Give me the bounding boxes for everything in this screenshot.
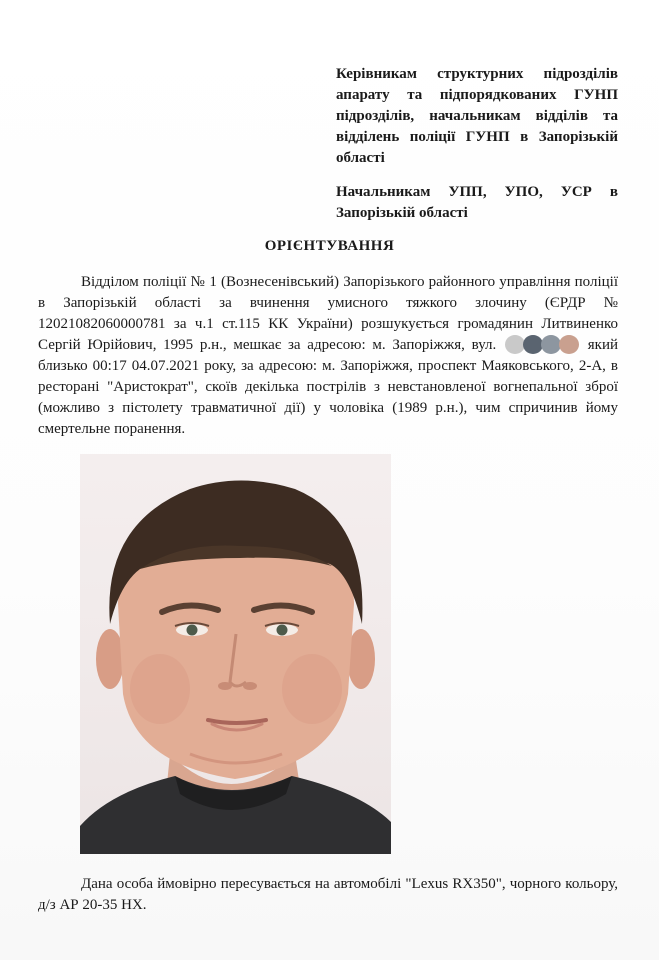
- addressee-block-heads: Керівникам структурних підрозділів апарату та підпорядкованих ГУНП підрозділів, начальникам відділів та відділень поліції ГУНП в Запорізькій області: [336, 66, 618, 166]
- body-text-part2: який близько 00:17 04.07.2021 року, за адресою: м. Запоріжжя, проспект Маяковського, 2-А, в ресторані "Аристократ", скоїв декілька пострілів з невстановленої вогнепальної зброї (можливо з пістолету травматичної дії) у чоловіка (1989 р.н.), чим спричинив йому смертельне поранення.: [38, 337, 619, 437]
- body-text-part1: Відділом поліції № 1 (Вознесенівський) Запорізького районного управління поліції в Запорізькій області за вчинення умисного тяжкого злочину (ЄРДР № 12021082060000781 за ч.1 ст.115 КК України) розшукується громадянин Литвиненко Сергій Юрійович, 1995 р.н., мешкає за адресою: м. Запоріжжя, вул.: [38, 274, 618, 353]
- redaction-blob: [523, 335, 543, 354]
- body-paragraph: [38, 272, 618, 440]
- suspect-photo: [80, 454, 391, 854]
- redacted-address: [503, 335, 581, 352]
- redaction-blob: [505, 335, 525, 354]
- redaction-blob: [541, 335, 561, 354]
- addressee-block-patrol: Начальникам УПП, УПО, УСР в Запорізькій області: [336, 184, 618, 221]
- document-title: ОРІЄНТУВАННЯ: [264, 238, 395, 254]
- redaction-blob: [559, 335, 579, 354]
- vehicle-note: Дана особа ймовірно пересувається на автомобілі "Lexus RX350", чорного кольору, д/з АР 20-35 НХ.: [38, 876, 618, 913]
